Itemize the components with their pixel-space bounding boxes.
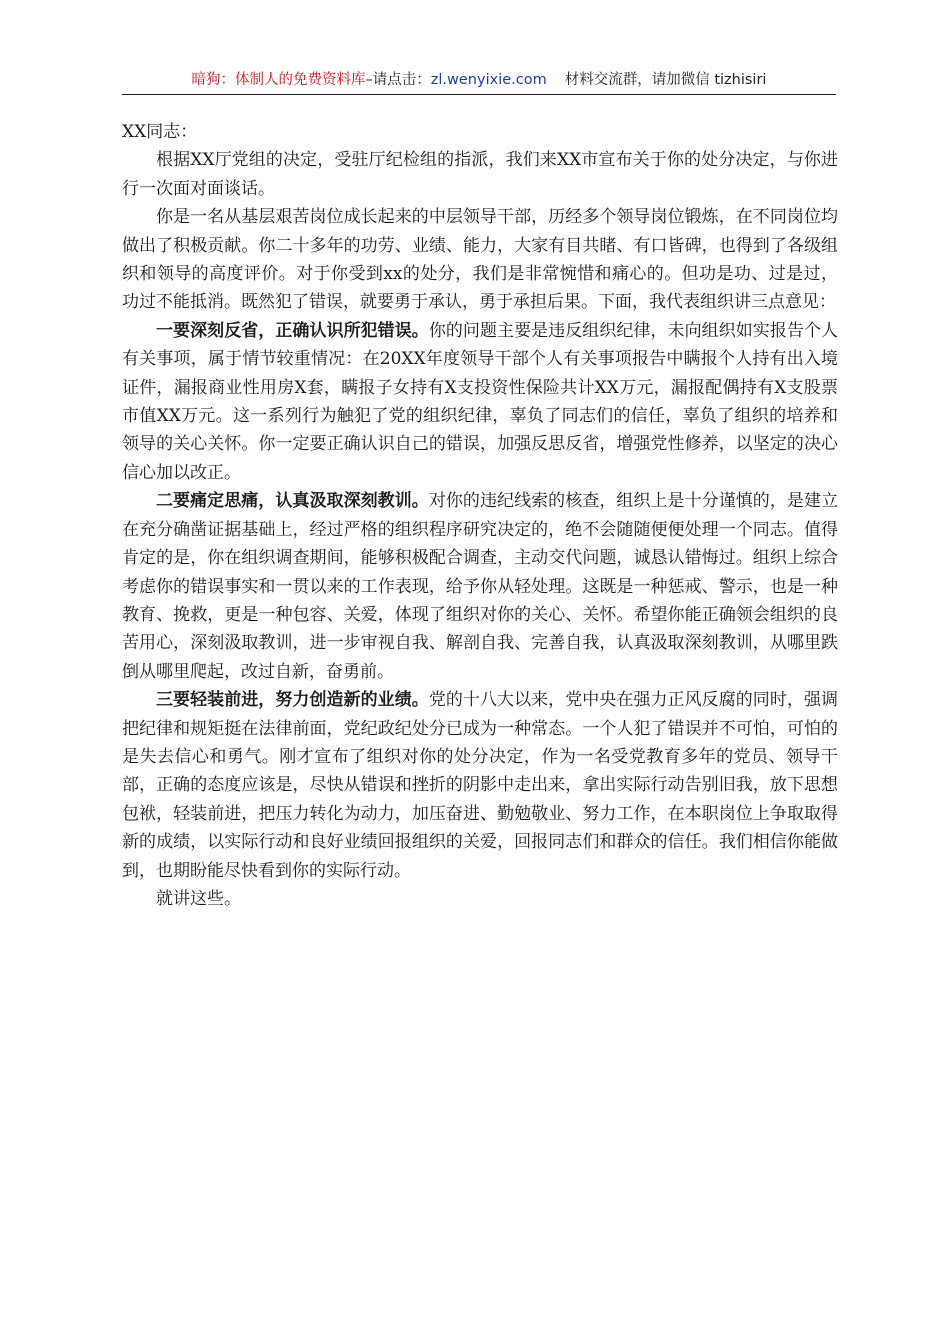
point-heading-1: 一要深刻反省，正确认识所犯错误。 — [156, 320, 429, 341]
header-site-name: 暗狗：体制人的免费资料库 — [191, 72, 366, 88]
document-body — [122, 118, 838, 913]
assessment-paragraph: 你是一名从基层艰苦岗位成长起来的中层领导干部，历经多个领导岗位锻炼，在不同岗位均做出了积极贡献。你二十多年的功劳、业绩、能力，大家有目共睹、有口皆碑，也得到了各级组织和领导的高度评价。对于你受到xx的处分，我们是非常惋惜和痛心的。但功是功、过是过，功过不能抵消。既然犯了错误，就要勇于承认，勇于承担后果。下面，我代表组织讲三点意见： — [122, 207, 838, 313]
salutation: XX同志： — [122, 122, 198, 142]
point-heading-2: 二要痛定思痛，认真汲取深刻教训。 — [156, 491, 429, 512]
point-paragraph-3 — [122, 686, 838, 885]
header-wechat-note: 材料交流群，请加微信 tizhisiri — [564, 72, 767, 88]
header-url-link[interactable]: zl.wenyixie.com — [430, 72, 547, 88]
point-body-2: 对你的违纪线索的核查，组织上是十分谨慎的，是建立在充分确凿证据基础上，经过严格的组织程序研究决定的，绝不会随随便便处理一个同志。值得肯定的是，你在组织调查期间，能够积极配合调查，主动交代问题，诚恳认错悔过。组织上综合考虑你的错误事实和一贯以来的工作表现，给予你从轻处理。这既是一种惩戒、警示，也是一种教育、挽救，更是一种包容、关爱，体现了组织对你的关心、关怀。希望你能正确领会组织的良苦用心，深刻汲取教训，进一步审视自我、解剖自我、完善自我，认真汲取深刻教训，从哪里跌倒从哪里爬起，改过自新，奋勇前。 — [122, 491, 839, 682]
point-body-1: 你的问题主要是违反组织纪律，未向组织如实报告个人有关事项，属于情节较重情况：在20XX年度领导干部个人有关事项报告中瞒报个人持有出入境证件，漏报商业性用房X套，瞒报子女持有X支投资性保险共计XX万元，漏报配偶持有X支股票市值XX万元。这一系列行为触犯了党的组织纪律，辜负了同志们的信任，辜负了组织的培养和领导的关心关怀。你一定要正确认识自己的错误，加强反思反省，增强党性修养，以坚定的决心信心加以改正。 — [122, 320, 839, 483]
page-header — [122, 68, 836, 95]
header-click-prompt: –请点击： — [365, 72, 431, 88]
point-paragraph-2 — [122, 487, 838, 686]
intro-paragraph: 根据XX厅党组的决定，受驻厅纪检组的指派，我们来XX市宣布关于你的处分决定，与你进行一次面对面谈话。 — [122, 150, 838, 199]
point-body-3: 党的十八大以来，党中央在强力正风反腐的同时，强调把纪律和规矩挺在法律前面，党纪政纪处分已成为一种常态。一个人犯了错误并不可怕，可怕的是失去信心和勇气。刚才宣布了组织对你的处分决定，作为一名受党教育多年的党员、领导干部，正确的态度应该是，尽快从错误和挫折的阴影中走出来，拿出实际行动告别旧我，放下思想包袱，轻装前进，把压力转化为动力，加压奋进、勤勉敬业、努力工作，在本职岗位上争取取得新的成绩，以实际行动和良好业绩回报组织的关爱，回报同志们和群众的信任。我们相信你能做到，也期盼能尽快看到你的实际行动。 — [122, 690, 839, 881]
point-heading-3: 三要轻装前进，努力创造新的业绩。 — [156, 690, 429, 711]
point-paragraph-1 — [122, 317, 838, 487]
closing-line: 就讲这些。 — [156, 888, 241, 909]
